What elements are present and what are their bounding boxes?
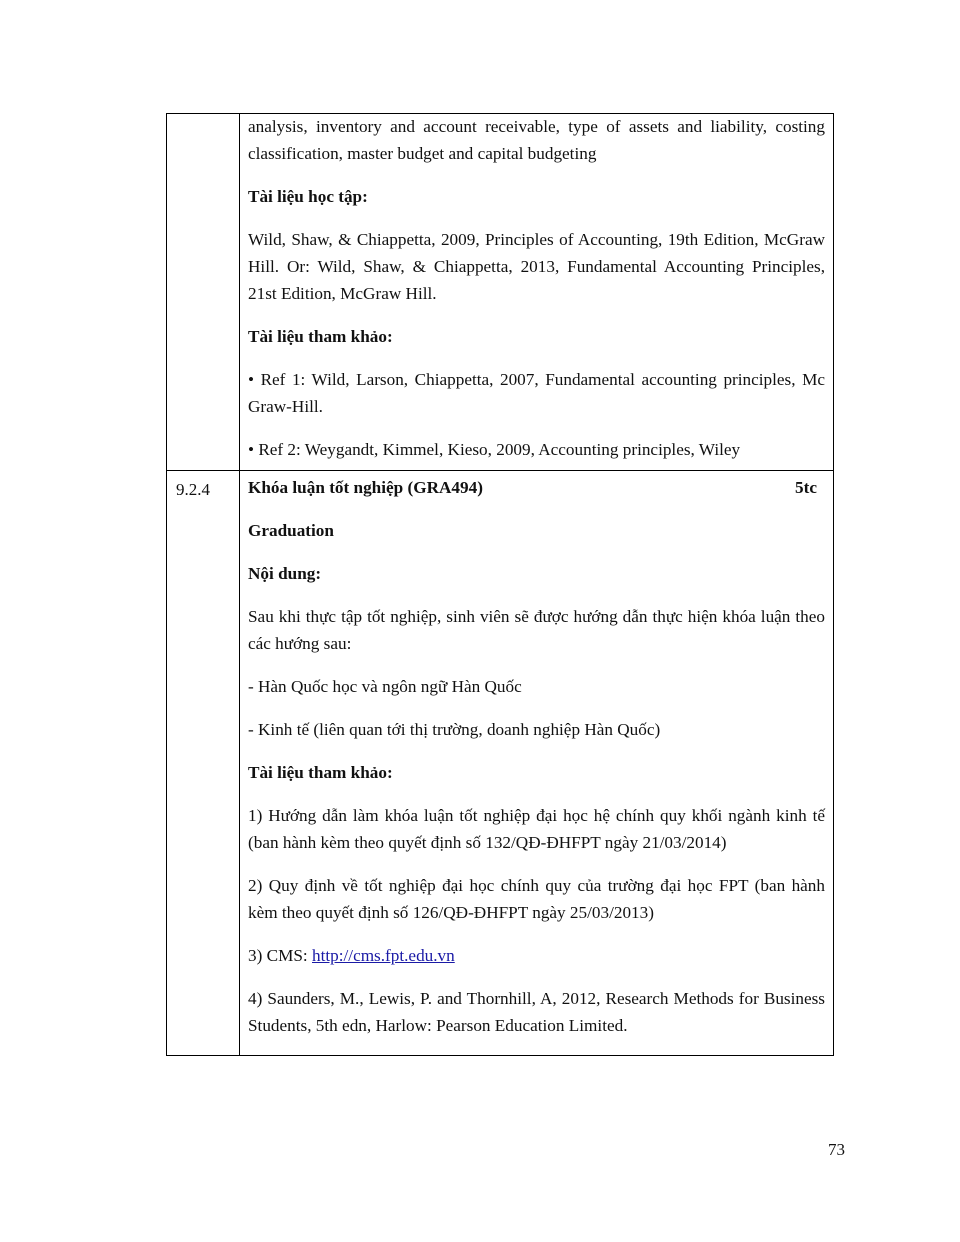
reference-item: 4) Saunders, M., Lewis, P. and Thornhill, A, 2012, Research Methods for Business Students, 5th edn, Harlow: Pearson Education Limited. [248, 989, 825, 1035]
reference-item [248, 942, 825, 969]
study-materials-text: Wild, Shaw, & Chiappetta, 2009, Principles of Accounting, 19th Edition, McGraw Hill. Or: Wild, Shaw, & Chiappetta, 2013, Fundamental Accounting Principles, 21st Edition, McGraw Hill. [248, 230, 825, 303]
cms-link[interactable]: http://cms.fpt.edu.vn [312, 946, 455, 965]
table-row [167, 471, 834, 1056]
syllabus-table [166, 113, 834, 1056]
reference-item: 2) Quy định về tốt nghiệp đại học chính quy của trường đại học FPT (ban hành kèm theo quyết định số 126/QĐ-ĐHFPT ngày 25/03/2013) [248, 876, 825, 922]
page-number: 73 [828, 1140, 845, 1159]
reference-item: 1) Hướng dẫn làm khóa luận tốt nghiệp đại học hệ chính quy khối ngành kinh tế (ban hành kèm theo quyết định số 132/QĐ-ĐHFPT ngày 21/03/2014) [248, 806, 825, 852]
course-title: Khóa luận tốt nghiệp (GRA494) [248, 478, 483, 497]
references-heading: Tài liệu tham khảo: [248, 327, 393, 346]
reference-label: 3) CMS: [248, 946, 312, 965]
reference-item: • Ref 2: Weygandt, Kimmel, Kieso, 2009, Accounting principles, Wiley [248, 440, 741, 459]
section-number: 9.2.4 [176, 480, 210, 499]
table-row [167, 114, 834, 471]
course-description-cell [240, 471, 834, 1056]
course-title-line [248, 474, 825, 501]
direction-item: - Kinh tế (liên quan tới thị trường, doanh nghiệp Hàn Quốc) [248, 720, 661, 739]
course-subtitle: Graduation [248, 521, 334, 540]
course-credits: 5tc [795, 478, 817, 497]
row-number-cell [167, 114, 240, 471]
study-materials-heading: Tài liệu học tập: [248, 187, 368, 206]
reference-item: • Ref 1: Wild, Larson, Chiappetta, 2007, Fundamental accounting principles, Mc Graw-Hill. [248, 370, 825, 416]
content-heading: Nội dung: [248, 564, 322, 583]
course-intro-text: analysis, inventory and account receivable, type of assets and liability, costing classification, master budget and capital budgeting [248, 117, 825, 163]
references-heading: Tài liệu tham khảo: [248, 763, 393, 782]
course-description-cell [240, 114, 834, 471]
content-text: Sau khi thực tập tốt nghiệp, sinh viên sẽ được hướng dẫn thực hiện khóa luận theo các hướng sau: [248, 607, 825, 653]
direction-item: - Hàn Quốc học và ngôn ngữ Hàn Quốc [248, 677, 522, 696]
row-number-cell [167, 471, 240, 1056]
